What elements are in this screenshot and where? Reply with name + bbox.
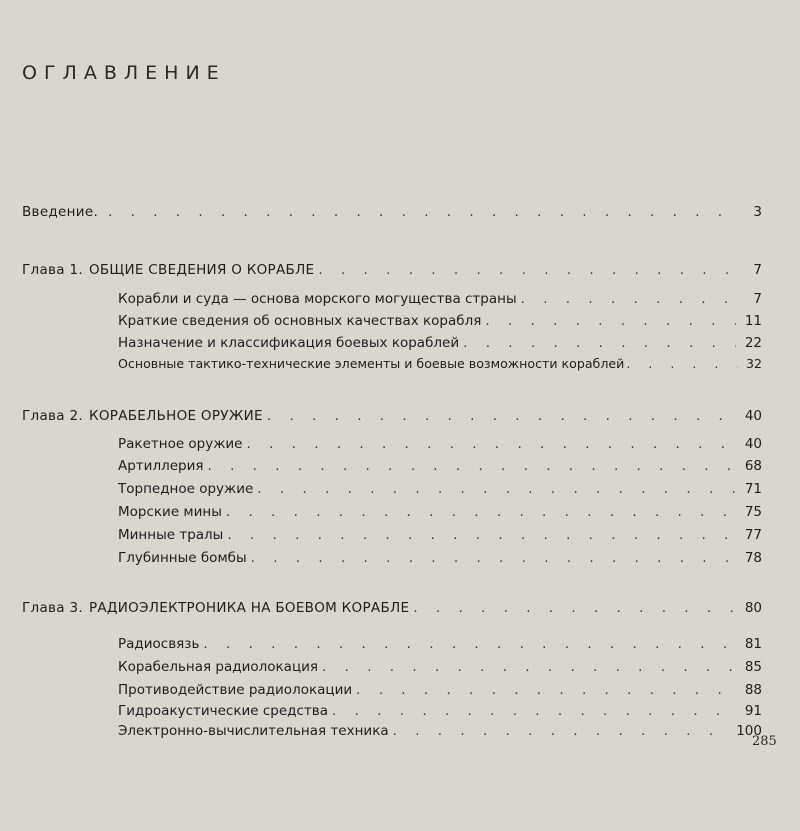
- chapter-prefix: Глава 1.: [22, 262, 83, 278]
- section-label: Ракетное оружие: [118, 436, 243, 452]
- toc-section: [118, 679, 762, 701]
- toc-section: [118, 656, 762, 678]
- leader-dots: [322, 656, 736, 678]
- leader-dots: [108, 201, 736, 223]
- toc-section: [118, 720, 762, 742]
- section-label: Торпедное оружие: [118, 481, 254, 497]
- toc-entry-intro: [22, 201, 762, 223]
- leader-dots: [246, 433, 736, 455]
- leader-dots: [332, 700, 736, 722]
- toc-section: [118, 433, 762, 455]
- toc-chapter-2: [22, 405, 762, 427]
- section-page: 71: [744, 481, 762, 497]
- leader-dots: [485, 310, 736, 332]
- toc-section: [118, 310, 762, 332]
- toc-section: [118, 524, 762, 546]
- entry-label: Введение.: [22, 204, 99, 220]
- chapter-prefix: Глава 2.: [22, 408, 83, 424]
- leader-dots: [356, 679, 736, 701]
- section-label: Корабельная радиолокация: [118, 659, 319, 675]
- section-page: 100: [736, 723, 762, 739]
- section-page: 91: [744, 703, 762, 719]
- toc-chapter-1: [22, 259, 762, 281]
- section-label: Основные тактико-технические элементы и боевые возможности кораблей: [118, 356, 625, 371]
- section-page: 22: [744, 335, 762, 351]
- toc-section: [118, 501, 762, 523]
- toc-section: [118, 547, 762, 569]
- section-page: 40: [744, 436, 762, 452]
- chapter-title: РАДИОЭЛЕКТРОНИКА НА БОЕВОМ КОРАБЛЕ: [88, 600, 410, 616]
- section-label: Минные тралы: [118, 527, 224, 543]
- section-label: Корабли и суда — основа морского могущества страны: [118, 291, 517, 307]
- section-label: Глубинные бомбы: [118, 550, 247, 566]
- chapter-prefix: Глава 3.: [22, 600, 83, 616]
- leader-dots: [521, 288, 736, 310]
- toc-section: [118, 332, 762, 354]
- toc-section: [118, 700, 762, 722]
- chapter-page: 80: [744, 600, 762, 616]
- section-page: 88: [744, 682, 762, 698]
- section-label: Гидроакустические средства: [118, 703, 329, 719]
- toc-section: [118, 633, 762, 655]
- section-label: Электронно-вычислительная техника: [118, 723, 389, 739]
- leader-dots: [207, 455, 736, 477]
- section-label: Краткие сведения об основных качествах корабля: [118, 313, 482, 329]
- section-label: Морские мины: [118, 504, 222, 520]
- section-page: 32: [745, 356, 762, 371]
- leader-dots: [203, 633, 736, 655]
- leader-dots: [393, 720, 733, 742]
- toc-section: [118, 478, 762, 500]
- section-label: Радиосвязь: [118, 636, 200, 652]
- section-page: 77: [744, 527, 762, 543]
- section-page: 7: [753, 291, 762, 307]
- entry-page: 3: [753, 204, 762, 220]
- section-page: 68: [744, 458, 762, 474]
- leader-dots: [251, 547, 736, 569]
- chapter-page: 40: [744, 408, 762, 424]
- section-page: 75: [744, 504, 762, 520]
- section-page: 11: [744, 313, 762, 329]
- leader-dots: [226, 501, 736, 523]
- page-title: ОГЛАВЛЕНИЕ: [22, 62, 226, 84]
- section-label: Артиллерия: [118, 458, 204, 474]
- toc-section: [118, 455, 762, 477]
- chapter-title: ОБЩИЕ СВЕДЕНИЯ О КОРАБЛЕ: [88, 262, 315, 278]
- chapter-title: КОРАБЕЛЬНОЕ ОРУЖИЕ: [88, 408, 263, 424]
- toc-section: [118, 353, 762, 375]
- section-label: Назначение и классификация боевых кораблей: [118, 335, 460, 351]
- toc-chapter-3: [22, 597, 762, 619]
- leader-dots: [267, 405, 736, 427]
- section-page: 81: [744, 636, 762, 652]
- section-page: 78: [744, 550, 762, 566]
- section-label: Противодействие радиолокации: [118, 682, 353, 698]
- leader-dots: [463, 332, 736, 354]
- section-page: 85: [744, 659, 762, 675]
- page-number: 285: [752, 734, 777, 749]
- leader-dots: [257, 478, 736, 500]
- toc-section: [118, 288, 762, 310]
- chapter-page: 7: [753, 262, 762, 278]
- leader-dots: [626, 353, 738, 375]
- leader-dots: [413, 597, 736, 619]
- leader-dots: [318, 259, 736, 281]
- leader-dots: [227, 524, 736, 546]
